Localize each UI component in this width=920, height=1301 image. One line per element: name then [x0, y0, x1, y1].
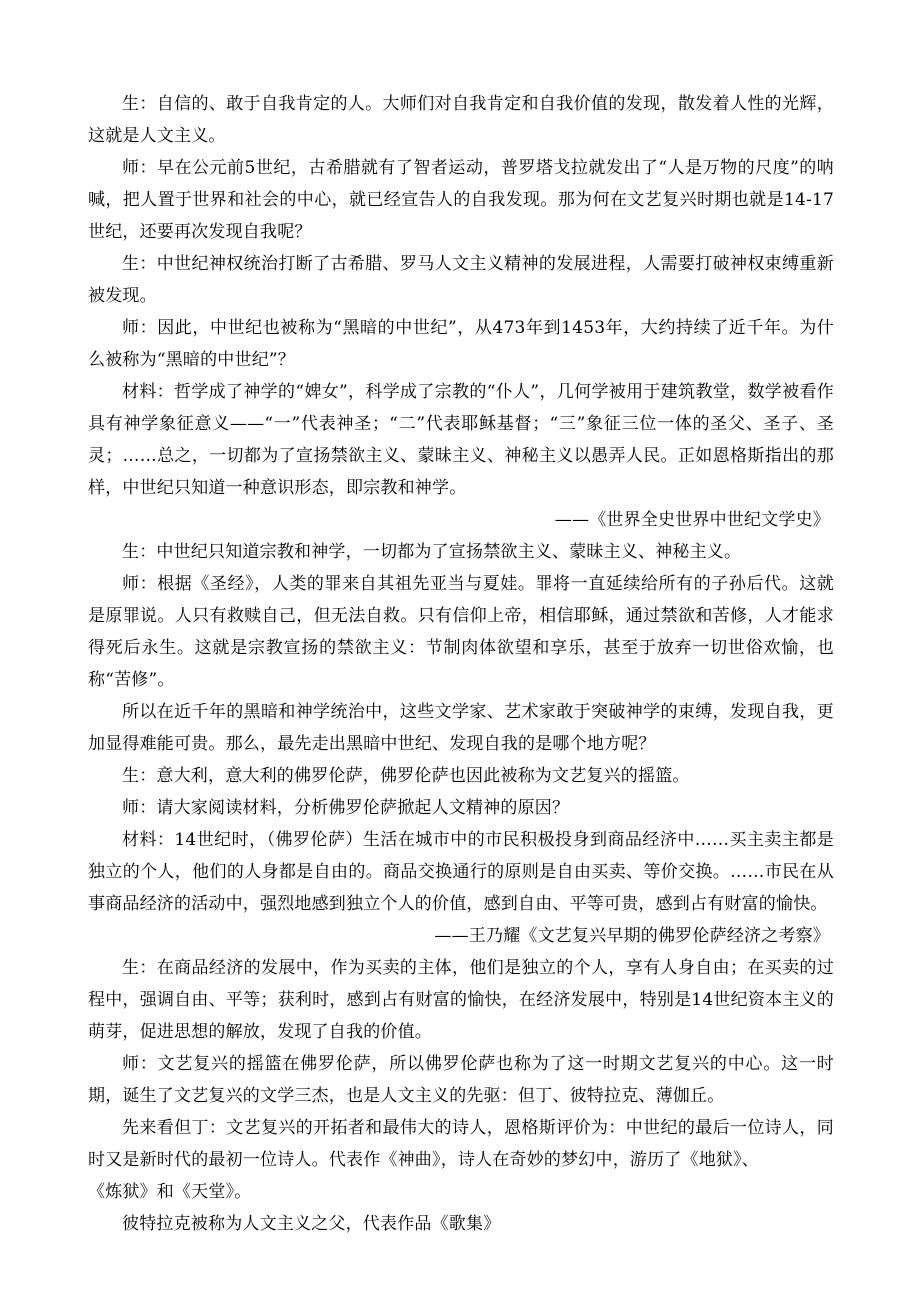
paragraph: 彼特拉克被称为人文主义之父，代表作品《歌集》 — [122, 1214, 501, 1234]
paragraph: 师：因此，中世纪也被称为“黑暗的中世纪”，从473年到1453年，大约持续了近千年。为什么被称为“黑暗的中世纪”？ — [88, 318, 834, 370]
citation: ——《世界全史世界中世纪文学史》 — [554, 510, 830, 530]
paragraph: 所以在近千年的黑暗和神学统治中，这些文学家、艺术家敢于突破神学的束缚，发现自我，更加显得难能可贵。那么，最先走出黑暗中世纪、发现自我的是哪个地方呢？ — [88, 702, 834, 754]
paragraph: 生：中世纪只知道宗教和神学，一切都为了宣扬禁欲主义、蒙昧主义、神秘主义。 — [122, 542, 742, 562]
paragraph: 先来看但丁：文艺复兴的开拓者和最伟大的诗人，恩格斯评价为：中世纪的最后一位诗人，同时又是新时代的最初一位诗人。代表作《神曲》，诗人在奇妙的梦幻中，游历了《地狱》、 — [88, 1118, 834, 1170]
paragraph: 生：意大利，意大利的佛罗伦萨，佛罗伦萨也因此被称为文艺复兴的摇篮。 — [122, 766, 690, 786]
paragraph: 师：根据《圣经》，人类的罪来自其祖先亚当与夏娃。罪将一直延续给所有的子孙后代。这就是原罪说。人只有救赎自己，但无法自救。只有信仰上帝，相信耶稣，通过禁欲和苦修，人才能求得死后永生。这就是宗教宣扬的禁欲主义：节制肉体欲望和享乐，甚至于放弃一切世俗欢愉，也称“苦修”。 — [88, 574, 834, 690]
paragraph: 师：早在公元前5世纪，古希腊就有了智者运动，普罗塔戈拉就发出了“人是万物的尺度”的呐喊，把人置于世界和社会的中心，就已经宣告人的自我发现。那为何在文艺复兴时期也就是14-17世纪，还要再次发现自我呢？ — [88, 158, 834, 242]
paragraph: 材料：14世纪时，（佛罗伦萨）生活在城市中的市民积极投身到商品经济中……买主卖主都是独立的个人，他们的人身都是自由的。商品交换通行的原则是自由买卖、等价交换。……市民在从事商品经济的活动中，强烈地感到独立个人的价值，感到自由、平等可贵，感到占有财富的愉快。 — [88, 830, 834, 914]
citation: ——王乃耀《文艺复兴早期的佛罗伦萨经济之考察》 — [434, 926, 830, 946]
paragraph: 生：自信的、敢于自我肯定的人。大师们对自我肯定和自我价值的发现，散发着人性的光辉，这就是人文主义。 — [88, 94, 834, 146]
paragraph: 师：请大家阅读材料，分析佛罗伦萨掀起人文精神的原因？ — [122, 798, 570, 818]
paragraph: 《炼狱》和《天堂》。 — [88, 1182, 252, 1202]
paragraph: 师：文艺复兴的摇篮在佛罗伦萨，所以佛罗伦萨也称为了这一时期文艺复兴的中心。这一时期，诞生了文艺复兴的文学三杰，也是人文主义的先驱：但丁、彼特拉克、薄伽丘。 — [88, 1054, 834, 1106]
paragraph: 生：在商品经济的发展中，作为买卖的主体，他们是独立的个人，享有人身自由；在买卖的过程中，强调自由、平等；获利时，感到占有财富的愉快，在经济发展中，特别是14世纪资本主义的萌芽，促进思想的解放，发现了自我的价值。 — [88, 958, 834, 1042]
paragraph: 材料：哲学成了神学的“婢女”，科学成了宗教的“仆人”，几何学被用于建筑教堂，数学被看作具有神学象征意义——“一”代表神圣；“二”代表耶稣基督；“三”象征三位一体的圣父、圣子、圣灵；……总之，一切都为了宣扬禁欲主义、蒙昧主义、神秘主义以愚弄人民。正如恩格斯指出的那样，中世纪只知道一种意识形态，即宗教和神学。 — [88, 382, 834, 498]
paragraph: 生：中世纪神权统治打断了古希腊、罗马人文主义精神的发展进程，人需要打破神权束缚重新被发现。 — [88, 254, 834, 306]
document-page — [88, 88, 834, 1240]
